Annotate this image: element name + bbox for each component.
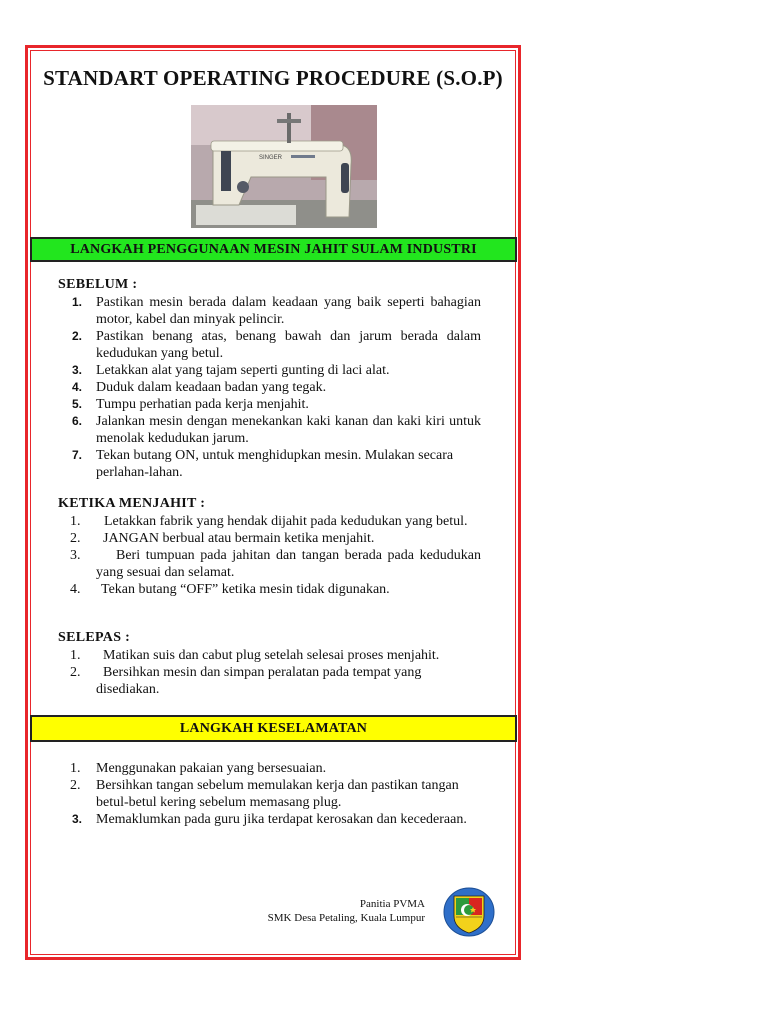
footer-school-name: SMK Desa Petaling, Kuala Lumpur <box>267 912 425 924</box>
page-title: STANDART OPERATING PROCEDURE (S.O.P) <box>43 66 503 90</box>
list-item: 5. Tumpu perhatian pada kerja menjahit. <box>72 397 309 412</box>
singer-brand-label: SINGER <box>259 155 283 161</box>
list-item: 7. Tekan butang ON, untuk menghidupkan mesin. Mulakan secara perlahan-lahan. <box>72 448 454 480</box>
list-item: 2. Pastikan benang atas, benang bawah dan jarum berada dalam kedudukan yang betul. <box>72 329 481 361</box>
sewing-machine-photo <box>191 105 377 228</box>
list-item: 1. Pastikan mesin berada dalam keadaan yang baik seperti bahagian motor, kabel dan minyak pelincir. <box>72 295 481 327</box>
list-item: 3. Beri tumpuan pada jahitan dan tangan berada pada kedudukan yang sesuai dan selamat. <box>70 548 481 580</box>
list-keselamatan <box>58 760 481 828</box>
banner-safety-steps: LANGKAH KESELAMATAN <box>30 715 517 742</box>
list-ketika-menjahit <box>58 513 481 598</box>
list-item: 6. Jalankan mesin dengan menekankan kaki kanan dan kaki kiri untuk menolak kedudukan jarum. <box>72 414 481 446</box>
list-item: 2. Bersihkan mesin dan simpan peralatan pada tempat yang disediakan. <box>70 665 422 697</box>
list-item: 2. JANGAN berbual atau bermain ketika menjahit. <box>70 531 375 546</box>
list-item: 2. Bersihkan tangan sebelum memulakan kerja dan pastikan tangan betul-betul kering sebelum memasang plug. <box>70 778 459 810</box>
footer-panel-name: Panitia PVMA <box>359 898 425 910</box>
section-heading-sebelum: SEBELUM : <box>58 277 138 292</box>
list-item: 1. Menggunakan pakaian yang bersesuaian. <box>70 761 327 776</box>
list-item: 1. Matikan suis dan cabut plug setelah selesai proses menjahit. <box>70 648 440 663</box>
list-item: 3. Memaklumkan pada guru jika terdapat kerosakan dan kecederaan. <box>72 812 467 827</box>
banner-usage-steps: LANGKAH PENGGUNAAN MESIN JAHIT SULAM INDUSTRI <box>30 237 517 262</box>
list-item: 3. Letakkan alat yang tajam seperti gunting di laci alat. <box>72 363 390 378</box>
list-item: 4. Duduk dalam keadaan badan yang tegak. <box>72 380 327 395</box>
list-item: 4. Tekan butang “OFF” ketika mesin tidak digunakan. <box>70 582 390 597</box>
section-heading-ketika-menjahit: KETIKA MENJAHIT : <box>58 496 206 511</box>
list-sebelum <box>58 294 481 481</box>
school-crest-logo <box>442 886 496 938</box>
list-selepas <box>58 647 481 698</box>
section-heading-selepas: SELEPAS : <box>58 630 131 645</box>
list-item: 1. Letakkan fabrik yang hendak dijahit pada kedudukan yang betul. <box>70 514 468 529</box>
